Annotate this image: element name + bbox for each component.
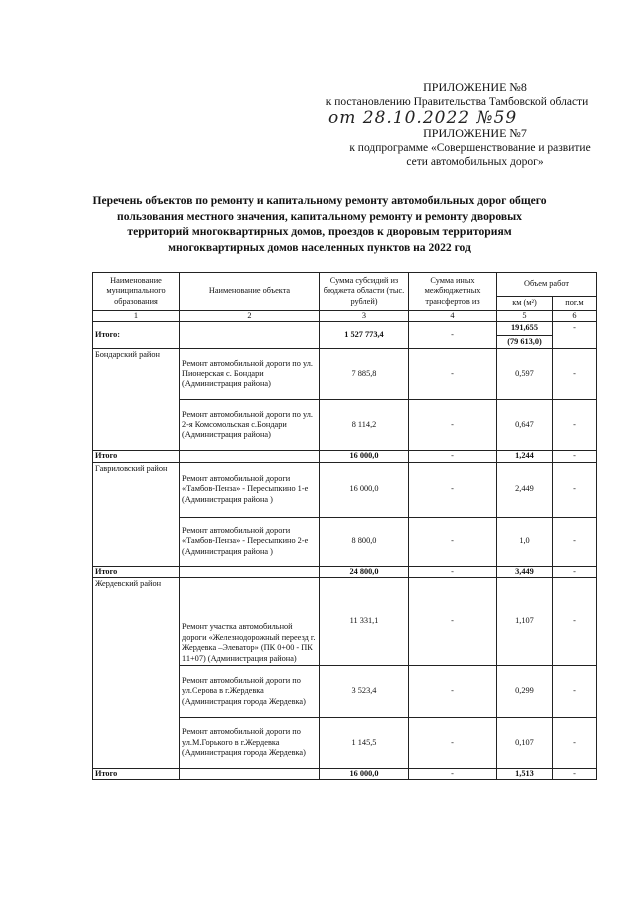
object-km: 0,107	[497, 718, 553, 769]
object-name: Ремонт автомобильной дороги по ул. 2-я Комсомольская с.Бондари (Администрация района)	[180, 400, 320, 451]
object-subsidy: 16 000,0	[320, 462, 409, 517]
grand-total-km: 191,655	[497, 322, 553, 335]
objects-table	[92, 272, 597, 780]
col-number: 1	[93, 311, 180, 322]
program-reference-line2: сети автомобильных дорог»	[406, 156, 544, 168]
document-title: Перечень объектов по ремонту и капитальному ремонту автомобильных дорог общего пользования местного значения, капитальному ремонту и ремонту дворовых территорий многоквартирных домов, проездов к дворовым территориям многоквартирных домов населенных пунктов на 2022 год	[92, 194, 547, 254]
district-total-pogm: -	[553, 769, 597, 780]
district-total-label: Итого	[93, 566, 180, 577]
appendix-7-heading: ПРИЛОЖЕНИЕ №7	[423, 126, 527, 140]
district-name: Жердевский район	[93, 578, 180, 769]
district-total-km: 3,449	[497, 566, 553, 577]
district-name: Бондарский район	[93, 349, 180, 451]
object-subsidy: 3 523,4	[320, 666, 409, 718]
district-total-label: Итого	[93, 769, 180, 780]
object-subsidy: 1 145,5	[320, 718, 409, 769]
grand-total-label: Итого:	[93, 322, 180, 349]
table-row	[93, 462, 597, 517]
header-pogm: пог.м	[553, 297, 597, 311]
table-row	[93, 578, 597, 666]
object-pogm: -	[553, 400, 597, 451]
header-municipality: Наименование муниципального образования	[93, 273, 180, 311]
table-header-row	[93, 273, 597, 297]
grand-total-empty	[180, 322, 320, 349]
object-subsidy: 7 885,8	[320, 349, 409, 400]
object-transfers: -	[409, 462, 497, 517]
grand-total-transfers: -	[409, 322, 497, 349]
header-object: Наименование объекта	[180, 273, 320, 311]
header-subsidy: Сумма субсидий из бюджета области (тыс. рублей)	[320, 273, 409, 311]
col-number: 5	[497, 311, 553, 322]
col-number: 4	[409, 311, 497, 322]
object-transfers: -	[409, 578, 497, 666]
object-km: 1,107	[497, 578, 553, 666]
district-total-empty	[180, 769, 320, 780]
object-km: 0,299	[497, 666, 553, 718]
header-volume: Объем работ	[497, 273, 597, 297]
col-number: 3	[320, 311, 409, 322]
object-subsidy: 8 800,0	[320, 517, 409, 566]
object-transfers: -	[409, 666, 497, 718]
object-km: 0,647	[497, 400, 553, 451]
object-transfers: -	[409, 400, 497, 451]
district-total-km: 1,513	[497, 769, 553, 780]
district-total-row	[93, 566, 597, 577]
object-subsidy: 8 114,2	[320, 400, 409, 451]
district-name: Гавриловский район	[93, 462, 180, 566]
header-transfers: Сумма иных межбюджетных трансфертов из	[409, 273, 497, 311]
district-total-row	[93, 451, 597, 462]
appendix-8-heading: ПРИЛОЖЕНИЕ №8	[423, 80, 527, 94]
object-pogm: -	[553, 349, 597, 400]
district-total-subsidy: 24 800,0	[320, 566, 409, 577]
district-total-subsidy: 16 000,0	[320, 451, 409, 462]
grand-total-km-m2: (79 613,0)	[497, 335, 553, 348]
object-pogm: -	[553, 517, 597, 566]
district-total-row	[93, 769, 597, 780]
object-name: Ремонт автомобильной дороги по ул.Серова в г.Жердевка (Администрация города Жердевка)	[180, 666, 320, 718]
district-total-km: 1,244	[497, 451, 553, 462]
grand-total-row	[93, 322, 597, 335]
grand-total-subsidy: 1 527 773,4	[320, 322, 409, 349]
object-pogm: -	[553, 462, 597, 517]
column-numbers-row	[93, 311, 597, 322]
grand-total-pogm: -	[553, 322, 597, 349]
district-total-empty	[180, 451, 320, 462]
object-pogm: -	[553, 578, 597, 666]
object-km: 2,449	[497, 462, 553, 517]
col-number: 6	[553, 311, 597, 322]
object-name: Ремонт автомобильной дороги «Тамбов-Пенза» - Пересыпкино 1-е (Администрация района )	[180, 462, 320, 517]
district-total-transfers: -	[409, 566, 497, 577]
table-row	[93, 349, 597, 400]
object-transfers: -	[409, 718, 497, 769]
object-subsidy: 11 331,1	[320, 578, 409, 666]
object-pogm: -	[553, 718, 597, 769]
district-total-label: Итого	[93, 451, 180, 462]
object-pogm: -	[553, 666, 597, 718]
district-total-transfers: -	[409, 451, 497, 462]
decree-reference: к постановлению Правительства Тамбовской области	[325, 96, 589, 108]
object-name: Ремонт автомобильной дороги «Тамбов-Пенза» - Пересыпкино 2-е (Администрация района )	[180, 517, 320, 566]
object-name: Ремонт участка автомобильной дороги «Железнодорожный переезд г. Жердевка –Элеватор» (ПК 0+00 - ПК 11+07) (Администрация района)	[180, 578, 320, 666]
district-total-pogm: -	[553, 566, 597, 577]
program-reference-line1: к подпрограмме «Совершенствование и развитие	[349, 142, 591, 154]
header-km: км (м²)	[497, 297, 553, 311]
object-transfers: -	[409, 517, 497, 566]
district-total-empty	[180, 566, 320, 577]
district-total-subsidy: 16 000,0	[320, 769, 409, 780]
col-number: 2	[180, 311, 320, 322]
object-km: 1,0	[497, 517, 553, 566]
object-transfers: -	[409, 349, 497, 400]
object-km: 0,597	[497, 349, 553, 400]
object-name: Ремонт автомобильной дороги по ул. Пионерская с. Бондари (Администрация района)	[180, 349, 320, 400]
district-total-transfers: -	[409, 769, 497, 780]
district-total-pogm: -	[553, 451, 597, 462]
signature-date-handwritten: от 28.10.2022 №59	[328, 108, 518, 128]
object-name: Ремонт автомобильной дороги по ул.М.Горького в г.Жердевка (Администрация города Жердевка)	[180, 718, 320, 769]
